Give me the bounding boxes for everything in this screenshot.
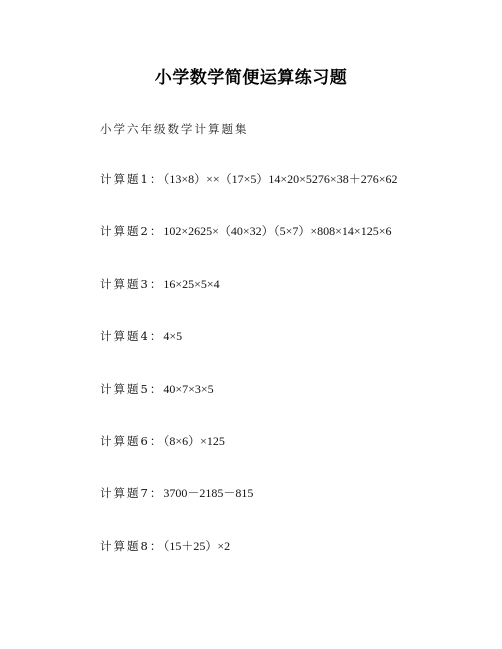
- problem-expression: 3700－2185－815: [163, 486, 254, 501]
- problem-expression: 16×25×5×4: [163, 276, 220, 291]
- problem-expression: （13×8）××（17×5）14×20×5276×38＋276×62: [163, 172, 398, 186]
- problem-item: [100, 486, 397, 538]
- document-subtitle: 小学六年级数学计算题集: [100, 122, 249, 136]
- problem-expression: 102×2625×（40×32）（5×7）×808×14×125×6: [163, 224, 392, 239]
- problem-label: 计算题4：: [100, 329, 164, 344]
- problem-label: 计算题1：: [100, 172, 164, 186]
- problem-item: [100, 277, 397, 329]
- problem-item: [100, 434, 397, 486]
- problem-expression: 40×7×3×5: [163, 381, 214, 396]
- problem-label: 计算题6：: [100, 433, 164, 448]
- problem-label: 计算题5：: [100, 381, 164, 396]
- problem-expression: （8×6）×125: [163, 433, 225, 448]
- problem-label: 计算题3：: [100, 276, 164, 291]
- problem-label: 计算题7：: [100, 486, 164, 501]
- problem-list: [100, 172, 397, 591]
- document-title: 小学数学简便运算练习题: [154, 68, 348, 88]
- problem-expression: 4×5: [163, 329, 183, 344]
- problem-item: [100, 382, 397, 434]
- problem-item: [100, 172, 397, 224]
- problem-item: [100, 329, 397, 381]
- problem-expression: （15＋25）×2: [163, 538, 231, 553]
- problem-label: 计算题8：: [100, 538, 164, 553]
- problem-item: [100, 539, 397, 591]
- problem-item: [100, 224, 397, 276]
- problem-label: 计算题2：: [100, 224, 164, 239]
